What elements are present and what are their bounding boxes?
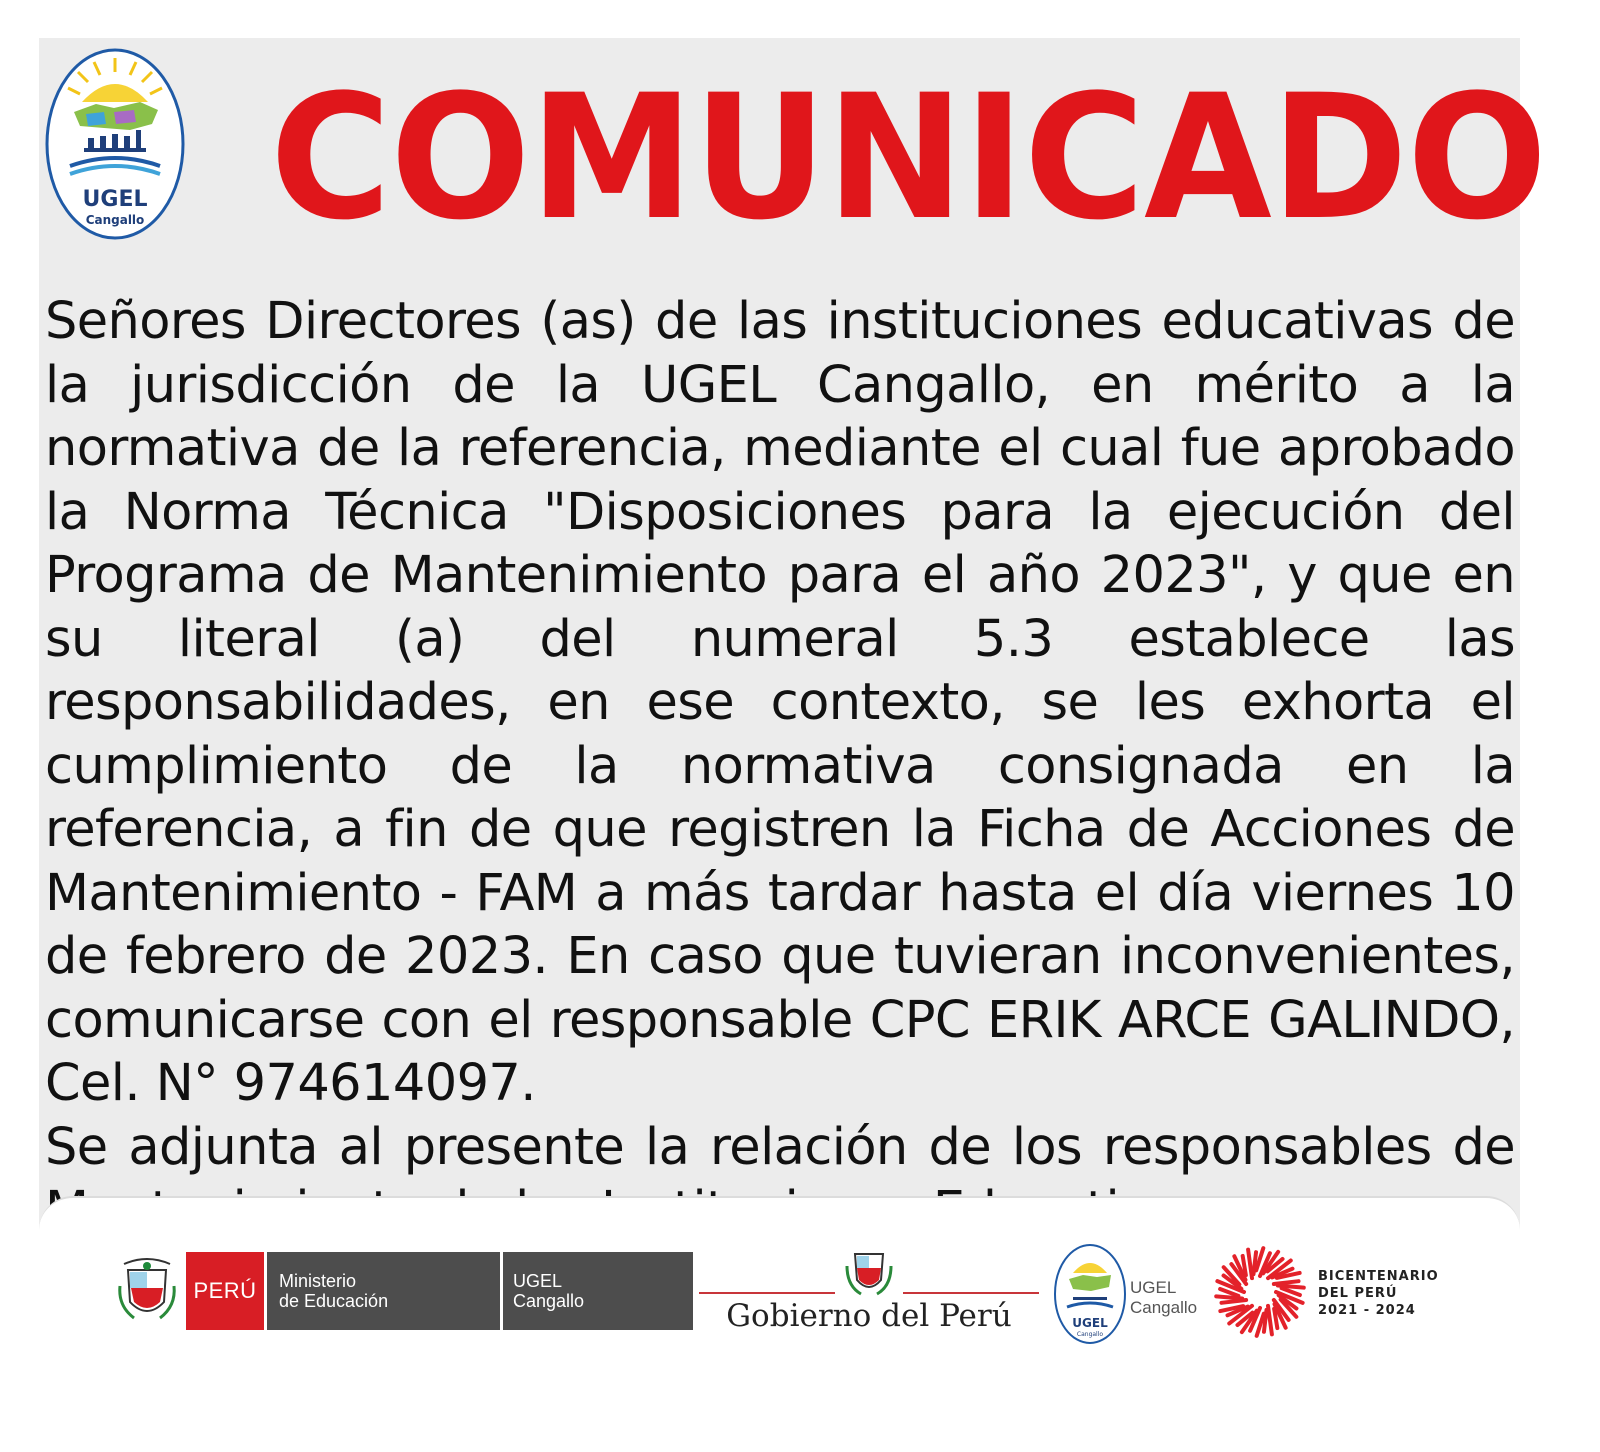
- gobierno-divider-left: [699, 1292, 835, 1294]
- announcement-body: [45, 290, 1515, 1243]
- minedu-line-2: de Educación: [279, 1291, 389, 1311]
- page-title: COMUNICADO: [270, 57, 1547, 258]
- ministerio-educacion-box: [267, 1252, 500, 1330]
- ugel-small-line-2: Cangallo: [1130, 1298, 1198, 1317]
- bicentenario-emblem-icon: [1212, 1244, 1308, 1340]
- svg-text:UGEL: UGEL: [1072, 1316, 1108, 1330]
- ugel-box-line-2: Cangallo: [513, 1291, 585, 1311]
- ugel-cangallo-box: [503, 1252, 693, 1330]
- ugel-cangallo-logo: [44, 46, 186, 242]
- gobierno-del-peru-label: Gobierno del Perú: [726, 1298, 1012, 1334]
- svg-text:Cangallo: Cangallo: [1076, 1331, 1104, 1338]
- ugel-cangallo-small-logo: [1053, 1243, 1127, 1345]
- gobierno-shield-icon: [843, 1248, 895, 1300]
- body-paragraph-main: Señores Directores (as) de las instituciones educativas de la jurisdicción de la UGEL Cangallo, en mérito a la normativa de la referencia, mediante el cual fue aprobado la Norma Técnica "Disposiciones para la ejecución del Programa de Mantenimiento para el año 2023", y que en su literal (a) del numeral 5.3 establece las responsabilidades, en ese contexto, se les exhorta el cumplimiento de la normativa consignada en la referencia, a fin de que registren la Ficha de Acciones de Mantenimiento - FAM a más tardar hasta el día viernes 10 de febrero de 2023. En caso que tuvieran inconvenientes, comunicarse con el responsable CPC ERIK ARCE GALINDO, Cel. N° 974614097.: [45, 292, 1515, 1113]
- peru-coat-of-arms-icon: [114, 1256, 180, 1326]
- ugel-cangallo-small-label: [1130, 1278, 1197, 1318]
- gobierno-divider-right: [903, 1292, 1039, 1294]
- minedu-line-1: Ministerio: [279, 1271, 357, 1291]
- bicentenario-label: [1318, 1268, 1439, 1319]
- bicentenario-line-1: BICENTENARIO: [1318, 1269, 1439, 1284]
- bicentenario-line-2: DEL PERÚ: [1318, 1286, 1398, 1301]
- ugel-box-line-1: UGEL: [513, 1271, 563, 1291]
- body-paragraph-attachment: Se adjunta al presente la relación de los responsables de: [45, 1117, 1515, 1177]
- svg-text:UGEL: UGEL: [82, 187, 148, 212]
- ugel-small-line-1: UGEL: [1130, 1278, 1177, 1297]
- svg-text:Cangallo: Cangallo: [85, 213, 145, 227]
- bicentenario-line-3: 2021 - 2024: [1318, 1303, 1416, 1318]
- peru-label-box: PERÚ: [186, 1252, 264, 1330]
